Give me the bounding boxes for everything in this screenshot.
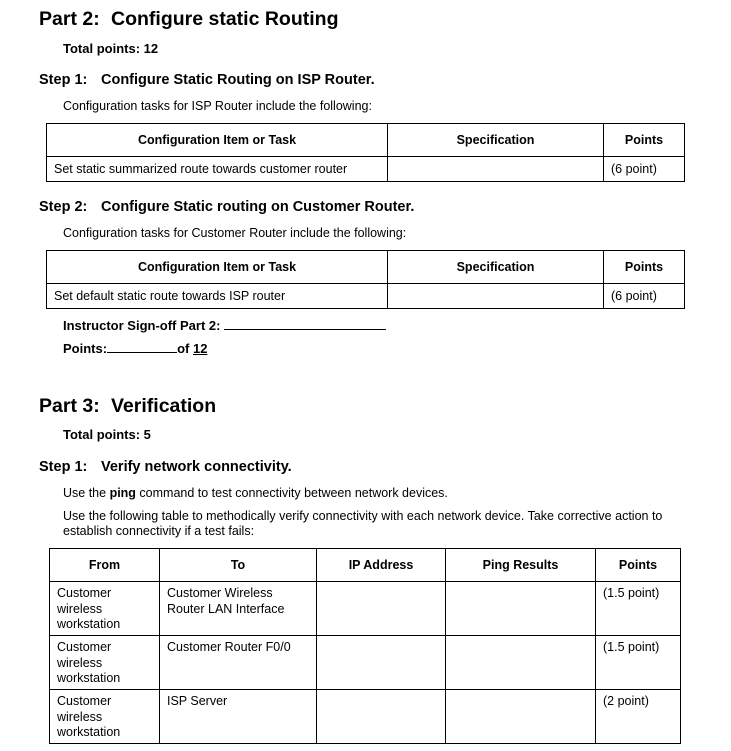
table-row — [50, 582, 681, 636]
points-total: 12 — [192, 341, 208, 356]
table-row — [50, 636, 681, 690]
part2-number: Part 2: — [39, 8, 100, 30]
to-cell: Customer Wireless Router LAN Interface — [160, 582, 317, 636]
ip-address-cell[interactable] — [317, 582, 446, 636]
specification-cell[interactable] — [388, 284, 604, 309]
part3-para1 — [63, 486, 448, 500]
from-cell: Customer wireless workstation — [50, 582, 160, 636]
column-header: Specification — [388, 124, 604, 157]
column-header: Configuration Item or Task — [47, 124, 388, 157]
column-header: Ping Results — [446, 549, 596, 582]
part3-heading — [39, 395, 216, 418]
table-header-row — [47, 251, 685, 284]
points-of: of — [177, 341, 190, 356]
column-header: Points — [596, 549, 681, 582]
signoff-line — [63, 318, 386, 333]
points-cell: (6 point) — [604, 157, 685, 182]
part3-step1-title: Verify network connectivity. — [101, 459, 292, 475]
part2-step2-heading — [39, 199, 414, 215]
part2-step2-title: Configure Static routing on Customer Router. — [101, 199, 415, 215]
points-cell: (6 point) — [604, 284, 685, 309]
task-cell: Set default static route towards ISP router — [47, 284, 388, 309]
task-cell: Set static summarized route towards customer router — [47, 157, 388, 182]
specification-cell[interactable] — [388, 157, 604, 182]
part2-total-points: Total points: 12 — [63, 41, 159, 56]
part3-para2: Use the following table to methodically verify connectivity with each network device. Take corrective action to establish connectivity if a test fails: — [63, 509, 663, 538]
ping-results-cell[interactable] — [446, 582, 596, 636]
points-label: Points: — [63, 341, 108, 356]
column-header: To — [160, 549, 317, 582]
part2-step1-title: Configure Static Routing on ISP Router. — [101, 72, 375, 88]
ip-address-cell[interactable] — [317, 636, 446, 690]
to-cell: ISP Server — [160, 690, 317, 744]
isp-config-table — [46, 123, 685, 182]
to-cell: Customer Router F0/0 — [160, 636, 317, 690]
from-cell: Customer wireless workstation — [50, 690, 160, 744]
signoff-label: Instructor Sign-off Part 2: — [63, 318, 221, 333]
part2-title: Configure static Routing — [111, 8, 339, 30]
part2-step1-number: Step 1: — [39, 72, 88, 88]
table-header-row — [50, 549, 681, 582]
part3-number: Part 3: — [39, 395, 100, 417]
ping-command: ping — [109, 486, 136, 500]
ip-address-cell[interactable] — [317, 690, 446, 744]
points-cell: (1.5 point) — [596, 582, 681, 636]
table-row — [47, 284, 685, 309]
column-header: Specification — [388, 251, 604, 284]
ping-results-cell[interactable] — [446, 690, 596, 744]
from-cell: Customer wireless workstation — [50, 636, 160, 690]
para1-post: command to test connectivity between network devices. — [135, 486, 448, 500]
part2-step2-number: Step 2: — [39, 199, 88, 215]
table-header-row — [47, 124, 685, 157]
para1-pre: Use the — [63, 486, 110, 500]
table-row — [50, 690, 681, 744]
signoff-blank[interactable] — [224, 318, 386, 330]
column-header: Points — [604, 251, 685, 284]
table-row — [47, 157, 685, 182]
part3-total-points: Total points: 5 — [63, 427, 151, 442]
part3-title: Verification — [111, 395, 217, 417]
points-cell: (1.5 point) — [596, 636, 681, 690]
points-cell: (2 point) — [596, 690, 681, 744]
customer-config-table — [46, 250, 685, 309]
column-header: Points — [604, 124, 685, 157]
part2-heading — [39, 8, 339, 31]
ping-results-cell[interactable] — [446, 636, 596, 690]
points-line — [63, 341, 207, 356]
connectivity-table — [49, 548, 681, 744]
column-header: IP Address — [317, 549, 446, 582]
part2-step1-heading — [39, 72, 375, 88]
column-header: From — [50, 549, 160, 582]
part3-step1-heading — [39, 459, 292, 475]
column-header: Configuration Item or Task — [47, 251, 388, 284]
part3-step1-number: Step 1: — [39, 459, 88, 475]
part2-step2-intro: Configuration tasks for Customer Router include the following: — [63, 226, 407, 240]
part2-step1-intro: Configuration tasks for ISP Router include the following: — [63, 99, 372, 113]
points-blank[interactable] — [107, 341, 177, 353]
